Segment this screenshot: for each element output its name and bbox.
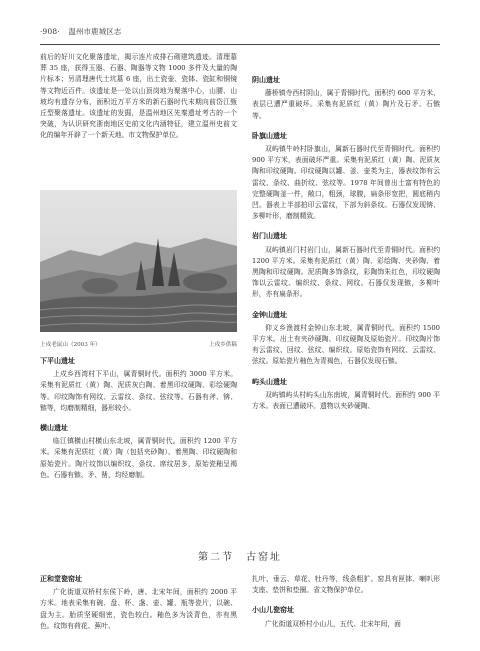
intro-paragraph: 前后的好川文化聚落遗址，揭示连片成排石砌建筑遗迹。清理墓葬 35 座，获得玉器、石器、陶器等文物 1000 多件及大量的陶片标本；另清理唐代土坑墓 6 座，出土瓷壶、瓷钵、瓷缸和铜镜等文物近百件。该遗址是一处以山顶岗地为聚落中心，山腰、山坡均有遗存分布，面积近万平方米的新石器时代末期向前岱江甄丘型聚落遗址。该遗址的发掘，是温州地区先秦遗址考古的一个突破，为认识研究浙南地区史前文化内涵特征，建立温州史前文化的编年开辟了一个新天地。市文物保护单位。 [40,53,237,140]
entry-hengshan [40,423,237,481]
entry-text: 仰义乡渔渡村金钟山东北坡，属青铜时代。面积约 1500 平方米。出土有夹砂硬陶、印纹硬陶及原始瓷片。印纹陶片饰有云雷纹、回纹、弦纹、编织纹。原始瓷饰有网纹、云雷纹、弦纹。原始瓷片釉色为青褐色，石器仅发现石镞。 [252,323,440,366]
entry-title: 金钟山遗址 [252,310,287,319]
entry-yinshan [252,75,440,122]
entry-title: 横山遗址 [40,424,68,433]
entry-text: 双屿镇牛岭村卧旗山，属新石器时代至青铜时代。面积约 900 平方米，表面破坏严重。采集有泥质红（黄）陶、泥质灰陶和印纹硬陶。印纹硬陶以罐、釜、壶类为主，器表纹饰有云雷纹、条纹、曲折纹、弦纹等。1978 年间曾出土富有特色的完整硬陶釜一件，敞口，粗颈，球腹，扁条形宽把，圆底稍内凹。器表上半部拍印云雷纹，下部为斜条纹。石器仅发现锛、多柳叶形，磨制精致。 [252,145,440,221]
entry-text: 广化街道双桥村东侯下岭，唐、北宋年间，面积约 2000 平方米。地表采集有碗、盘、杯、盏、壶、罐、瓶等瓷片，以碗、盘为主。胎质坚硬细密，瓷色较白。釉色多为淡青色，亦有黑色。纹饰有荷花、蕉叶、 [40,588,237,630]
entry-text: 临江镇横山村横山东北坡，属青铜时代。面积约 1200 平方米。采集有泥质红（黄）陶（包括夹砂陶）、着黑陶、印纹硬陶和原始瓷片。陶片纹饰以编织纹、条纹、席纹居多，原始瓷釉呈褐色。石器有镞、矛、凿，均经磨制。 [40,437,237,479]
entry-zhenghetang-kiln [40,574,237,632]
continued-paragraph: 扎叶、垂云、草花、牡丹等，线条粗犷。窑具有匣钵、喇叭形支座、垫饼和垫圈。省文物保护单位。 [252,575,440,595]
entry-woqishan [252,131,440,223]
entry-text: 双屿镇屿头村屿头山东南坡，属青铜时代。面积约 900 平方米。表面已遭破坏。遗物以夹砂硬陶、 [252,390,440,411]
photo-caption-credit: 上戍乡供稿 [209,342,237,348]
photo-caption [40,340,237,348]
entry-yutoushan [252,377,440,413]
entry-title: 下平山遗址 [40,357,75,365]
entry-title: 卧旗山遗址 [252,131,287,140]
photo-caption-title: 上戍老鼠山（2003 年） [40,342,101,348]
bottom-left-column [40,574,237,641]
entry-text: 藤桥镇寺西村阴山，属于青铜时代。面积约 600 平方米，表层已遭严重破坏。采集有泥质红（黄）陶片及石矛、石镞等。 [252,89,440,120]
bottom-right-column [252,574,440,639]
entry-title: 正和堂瓷窑址 [40,575,82,583]
entry-xiaoshaner-kiln [252,605,440,629]
book-title: 温州市鹿城区志 [68,27,122,36]
entry-xiapingshan [40,356,237,414]
entry-jinzhongshan [252,310,440,368]
entry-text: 上戍乡西湾村下平山，属青铜时代。面积约 3000 平方米。采集有泥质红（黄）陶、泥质灰白陶、着黑印纹硬陶、彩绘硬陶等。印纹陶饰有网纹、云雷纹、条纹、弦纹等。石器有斧、锛、镞等，均磨制精细，器形较小。 [40,370,237,412]
header-rule [40,44,440,45]
section-title: 第二节 古窑址 [198,552,282,563]
entry-title: 小山儿瓷窑址 [252,606,294,615]
site-photo [40,190,237,332]
entry-title: 屿头山遗址 [252,377,287,386]
left-column-intro [40,52,237,142]
entry-yanmenshan [252,231,440,300]
entry-text: 广化街道双桥村小山儿，五代、北宋年间，面 [265,619,401,628]
page-number: ·908· [40,27,60,36]
running-header [40,26,122,37]
left-column-entries [40,356,237,490]
entry-title: 岩门山遗址 [252,232,287,241]
entry-text: 双屿镇岩门村岩门山，属新石器时代至青铜时代。面积约 1200 平方米。采集有泥质红（黄）陶、彩绘陶、夹砂陶、着黑陶和印纹硬陶。泥质陶多饰条纹，彩陶饰朱红色，印纹硬陶饰以云雷纹、编织纹、条纹、网纹。石器仅发现镞，多柳叶形，亦有扁条形。 [252,245,440,299]
landscape-photo-image [40,190,237,332]
right-column-entries [252,75,440,421]
entry-title: 阴山遗址 [252,76,280,84]
